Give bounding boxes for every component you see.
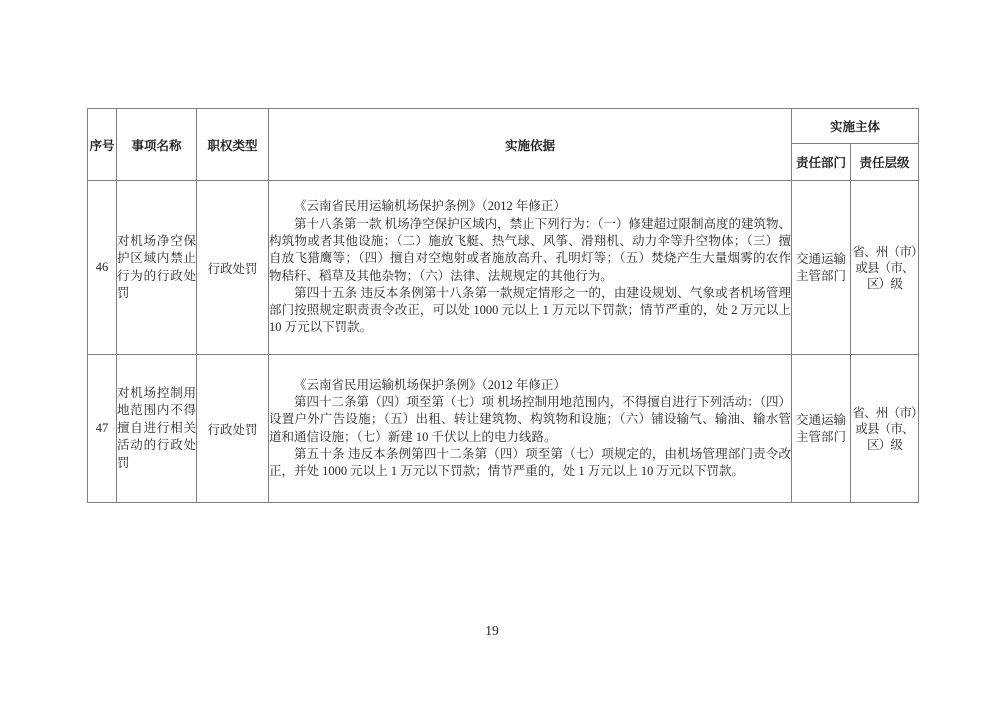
- row-47-name: 对机场控制用地范围内不得擅自进行相关活动的行政处罚: [117, 355, 197, 503]
- row-46-index: 46: [88, 181, 117, 355]
- row-47-basis: [269, 355, 792, 503]
- header-col-subject: 实施主体: [792, 109, 919, 144]
- basis-paragraph: 《云南省民用运输机场保护条例》（2012 年修正）: [294, 199, 566, 214]
- row-47-level: 省、州（市）或县（市、区）级: [851, 355, 919, 503]
- header-col-dept: 责任部门: [792, 144, 851, 181]
- table-row: [88, 181, 919, 355]
- row-46-type: 行政处罚: [197, 181, 269, 355]
- authority-items-table: [87, 108, 919, 503]
- row-46-dept: 交通运输主管部门: [792, 181, 851, 355]
- basis-paragraph: 第四十二条第（四）项至第（七）项 机场控制用地范围内，不得擅自进行下列活动：（四）设置户外广告设施；（五）出租、转让建筑物、构筑物和设施；（六）铺设输气、输油、输水管道和通信设施；（七）新建 10 千伏以上的电力线路。: [269, 394, 791, 444]
- header-col-name: 事项名称: [117, 109, 197, 181]
- table-header-row-1: [88, 109, 919, 144]
- basis-paragraph: 第十八条第一款 机场净空保护区域内，禁止下列行为：（一）修建超过限制高度的建筑物、构筑物或者其他设施；（二）施放飞艇、热气球、风筝、滑翔机、动力伞等升空物体；（三）擅自放飞猎鹰等；（四）擅自对空炮射或者施放高升、孔明灯等；（五）焚烧产生大量烟雾的农作物秸秆、稻草及其他杂物；（六）法律、法规规定的其他行为。: [269, 216, 791, 283]
- row-47-index: 47: [88, 355, 117, 503]
- basis-paragraph: 第四十五条 违反本条例第十八条第一款规定情形之一的，由建设规划、气象或者机场管理部门按照规定职责责令改正，可以处 1000 元以上 1 万元以下罚款；情节严重的，处 2 万元以上 10 万元以下罚款。: [269, 285, 791, 335]
- header-col-basis: 实施依据: [269, 109, 792, 181]
- page-number: 19: [485, 623, 499, 638]
- row-46-name: 对机场净空保护区域内禁止行为的行政处罚: [117, 181, 197, 355]
- row-47-dept: 交通运输主管部门: [792, 355, 851, 503]
- basis-paragraph: 《云南省民用运输机场保护条例》（2012 年修正）: [294, 377, 566, 392]
- header-col-index: 序号: [88, 109, 117, 181]
- row-47-type: 行政处罚: [197, 355, 269, 503]
- header-col-type: 职权类型: [197, 109, 269, 181]
- row-46-level: 省、州（市）或县（市、区）级: [851, 181, 919, 355]
- basis-paragraph: 第五十条 违反本条例第四十二条第（四）项至第（七）项规定的，由机场管理部门责令改正，并处 1000 元以上 1 万元以下罚款；情节严重的，处 1 万元以上 10 万元以下罚款。: [269, 446, 791, 479]
- table-row: [88, 355, 919, 503]
- row-46-basis: [269, 181, 792, 355]
- header-col-level: 责任层级: [851, 144, 919, 181]
